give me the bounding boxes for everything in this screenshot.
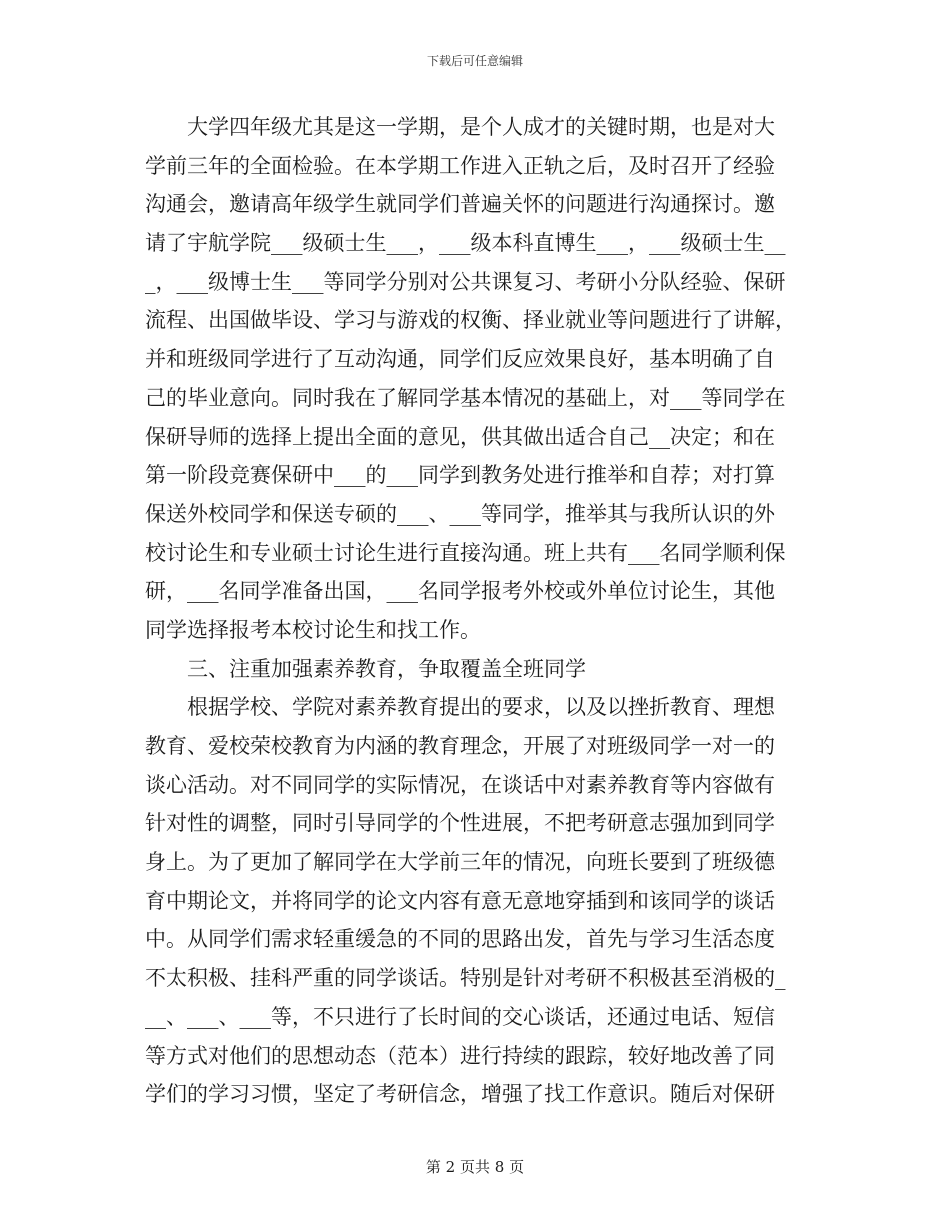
text-line: 己的毕业意向。同时我在了解同学基本情况的基础上，对___等同学在	[145, 385, 786, 410]
text-line: __、___、___等，不只进行了长时间的交心谈话，还通过电话、短信	[145, 1004, 775, 1029]
text-line: 校讨论生和专业硕士讨论生进行直接沟通。班上共有___名同学顺利保	[145, 540, 786, 565]
text-line: 根据学校、学院对素养教育提出的要求，以及以挫折教育、理想	[145, 695, 775, 720]
text-line: 大学四年级尤其是这一学期，是个人成才的关键时期，也是对大	[145, 115, 775, 139]
page-header: 下载后可任意编辑	[426, 54, 523, 68]
text-line: 不太积极、挂科严重的同学谈话。特别是针对考研不积极甚至消极的_	[145, 966, 786, 991]
text-line: 请了宇航学院___级硕士生___，___级本科直博生___，___级硕士生__	[145, 231, 786, 256]
text-line: 沟通会，邀请高年级学生就同学们普遍关怀的问题进行沟通探讨。邀	[145, 192, 775, 217]
text-line: _，___级博士生___等同学分别对公共课复习、考研小分队经验、保研	[145, 269, 786, 294]
text-line: 育中期论文，并将同学的论文内容有意无意地穿插到和该同学的谈话	[145, 888, 775, 913]
text-line: 谈心活动。对不同同学的实际情况，在谈话中对素养教育等内容做有	[145, 772, 775, 797]
text-line: 教育、爱校荣校教育为内涵的教育理念，开展了对班级同学一对一的	[145, 734, 775, 758]
text-line: 同学选择报考本校讨论生和找工作。	[145, 617, 481, 642]
text-line: 流程、出国做毕设、学习与游戏的权衡、择业就业等问题进行了讲解，	[145, 308, 796, 333]
text-line: 针对性的调整，同时引导同学的个性进展，不把考研意志强加到同学	[145, 811, 775, 836]
text-line: 研，___名同学准备出国，___名同学报考外校或外单位讨论生，其他	[145, 579, 775, 604]
text-line: 保研导师的选择上提出全面的意见，供其做出适合自己__决定；和在	[145, 424, 775, 449]
text-line: 保送外校同学和保送专硕的___、___等同学，推举其与我所认识的外	[145, 501, 775, 526]
document-body	[145, 108, 805, 1114]
section-heading: 三、注重加强素养教育，争取覆盖全班同学	[145, 656, 586, 681]
page-number: 第 2 页共 8 页	[425, 1158, 525, 1176]
text-line: 等方式对他们的思想动态（范本）进行持续的跟踪，较好地改善了同	[145, 1043, 775, 1068]
text-line: 并和班级同学进行了互动沟通，同学们反应效果良好，基本明确了自	[145, 347, 775, 372]
text-line: 身上。为了更加了解同学在大学前三年的情况，向班长要到了班级德	[145, 850, 775, 875]
text-line: 学们的学习习惯，坚定了考研信念，增强了找工作意识。随后对保研	[145, 1082, 775, 1107]
text-line: 学前三年的全面检验。在本学期工作进入正轨之后，及时召开了经验	[145, 153, 775, 178]
text-line: 第一阶段竞赛保研中___的___同学到教务处进行推举和自荐；对打算	[145, 463, 775, 488]
text-line: 中。从同学们需求轻重缓急的不同的思路出发，首先与学习生活态度	[145, 927, 775, 952]
